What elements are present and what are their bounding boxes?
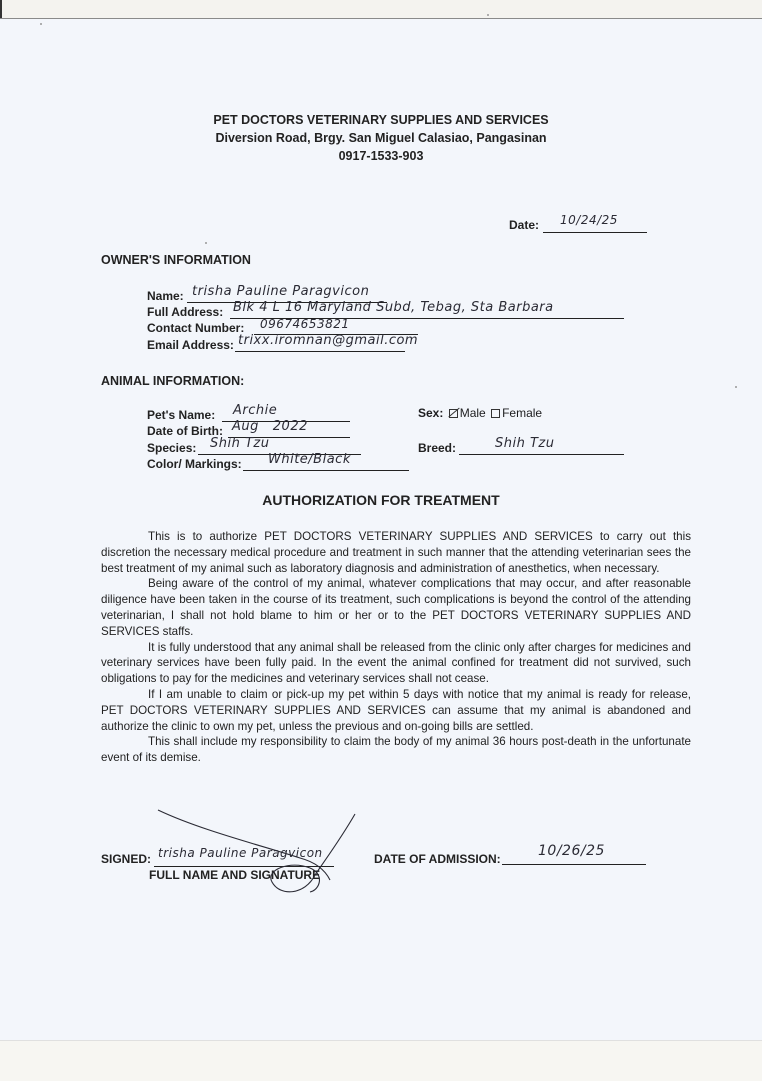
species-label: Species:: [147, 441, 197, 455]
sex-female-checkbox[interactable]: [491, 409, 500, 418]
owner-email-label: Email Address:: [147, 338, 234, 352]
owner-address-label: Full Address:: [147, 305, 224, 319]
authorization-body: [101, 529, 691, 766]
company-phone: 0917-1533-903: [338, 149, 424, 163]
color-field[interactable]: White/Black: [268, 452, 351, 467]
owner-email-field[interactable]: trixx.iromnan@gmail.com: [238, 333, 419, 348]
dob-field[interactable]: Aug 2022: [232, 419, 308, 434]
date-label: Date:: [509, 218, 540, 232]
owner-contact-field[interactable]: 09674653821: [260, 317, 350, 331]
company-name: PET DOCTORS VETERINARY SUPPLIES AND SERVICES: [213, 113, 549, 127]
owner-name-field[interactable]: trisha Pauline Paragvicon: [192, 284, 370, 299]
breed-label: Breed:: [418, 441, 457, 455]
owner-address-field[interactable]: Blk 4 L 16 Maryland Subd, Tebag, Sta Barbara: [233, 300, 554, 315]
animal-info-heading: ANIMAL INFORMATION:: [101, 374, 245, 388]
sex-female-label: Female: [502, 406, 543, 420]
scan-edge-top: [0, 0, 762, 19]
signature-caption: FULL NAME AND SIGNATURE: [149, 868, 321, 882]
authorization-title: AUTHORIZATION FOR TREATMENT: [262, 492, 500, 508]
scan-speck: [487, 14, 489, 16]
owner-info-heading: OWNER'S INFORMATION: [101, 253, 251, 267]
date-value[interactable]: 10/24/25: [560, 213, 618, 227]
scan-speck: [205, 242, 207, 244]
admission-date-label: DATE OF ADMISSION:: [374, 852, 501, 866]
dob-label: Date of Birth:: [147, 424, 223, 438]
owner-contact-label: Contact Number:: [147, 321, 245, 335]
date-line: [543, 232, 647, 233]
breed-line: [459, 454, 624, 455]
authorization-paragraph: This shall include my responsibility to claim the body of my animal 36 hours post-death in the unfortunate event of its demise.: [101, 735, 691, 765]
authorization-paragraph: If I am unable to claim or pick-up my pet within 5 days with notice that my animal is ready for release, PET DOCTORS VETERINARY SUPPLIES AND SERVICES can assume that my animal is abandoned and authorize the clinic to own my pet, unless the previous and on-going bills are settled.: [101, 687, 691, 733]
scan-speck: [40, 23, 42, 25]
breed-field[interactable]: Shih Tzu: [495, 436, 555, 451]
owner-email-line: [235, 351, 405, 352]
species-field[interactable]: Shih Tzu: [210, 436, 270, 451]
scan-edge-mark: [0, 0, 2, 18]
admission-date-field[interactable]: 10/26/25: [538, 843, 605, 859]
sex-label: Sex:: [418, 406, 444, 420]
signature-line: [154, 866, 334, 867]
company-address: Diversion Road, Brgy. San Miguel Calasiao, Pangasinan: [215, 131, 547, 145]
color-line: [243, 470, 409, 471]
scan-edge-bottom: [0, 1040, 762, 1081]
authorization-paragraph: This is to authorize PET DOCTORS VETERINARY SUPPLIES AND SERVICES to carry out this discretion the necessary medical procedure and treatment in such manner that the attending veterinarian sees the best treatment of my animal such as laboratory diagnosis and administration of anesthetics, when necessary.: [101, 530, 691, 575]
sex-selector: [418, 406, 542, 420]
scan-speck: [735, 386, 737, 388]
sex-male-checkbox[interactable]: [449, 409, 458, 418]
signed-label: SIGNED:: [101, 852, 152, 866]
authorization-paragraph: Being aware of the control of my animal, whatever complications that may occur, and after reasonable diligence have been taken in the course of its treatment, such complications is beyond the control of the attending veterinarian, I shall not hold blame to him or her or to the PET DOCTORS VETERINARY SUPPLIES AND SERVICES staffs.: [101, 577, 691, 638]
admission-date-line: [502, 864, 646, 865]
pet-name-label: Pet's Name:: [147, 408, 216, 422]
signature-name-field[interactable]: trisha Pauline Paragvicon: [158, 846, 323, 860]
sex-male-label: Male: [459, 406, 486, 420]
authorization-paragraph: It is fully understood that any animal shall be released from the clinic only after charges for medicines and veterinary services have been fully paid. In the event the animal confined for treatment did not survived, such obligations to pay for the medicines and veterinary services shall not cease.: [101, 640, 691, 686]
owner-name-label: Name:: [147, 289, 184, 303]
pet-name-field[interactable]: Archie: [233, 403, 278, 418]
color-label: Color/ Markings:: [147, 457, 242, 471]
